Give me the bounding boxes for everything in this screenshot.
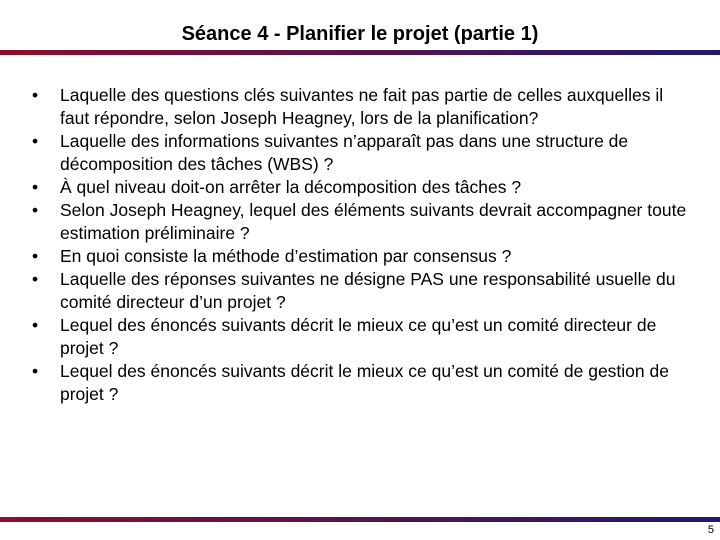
list-item-text: Selon Joseph Heagney, lequel des éléments suivants devrait accompagner toute estimation préliminaire ? (60, 200, 687, 243)
bullet-icon: • (32, 85, 39, 105)
list-item-text: Lequel des énoncés suivants décrit le mieux ce qu’est un comité de gestion de projet ? (60, 361, 669, 404)
list-item (32, 84, 692, 130)
list-item-text: À quel niveau doit-on arrêter la décomposition des tâches ? (60, 177, 522, 197)
list-item (32, 130, 692, 176)
question-list (32, 84, 692, 406)
list-item-text: Lequel des énoncés suivants décrit le mieux ce qu’est un comité directeur de projet ? (60, 315, 657, 358)
list-item-text: Laquelle des questions clés suivantes ne fait pas partie de celles auxquelles il faut répondre, selon Joseph Heagney, lors de la planification? (60, 85, 664, 128)
bullet-icon: • (32, 177, 39, 197)
bullet-icon: • (32, 315, 39, 335)
bullet-icon: • (32, 200, 39, 220)
list-item (32, 268, 692, 314)
list-item (32, 245, 692, 268)
list-item (32, 360, 692, 406)
footer-divider (0, 517, 720, 522)
bullet-icon: • (32, 361, 39, 381)
bullet-icon: • (32, 246, 39, 266)
list-item (32, 199, 692, 245)
bullet-icon: • (32, 269, 39, 289)
list-item (32, 314, 692, 360)
list-item-text: Laquelle des réponses suivantes ne désigne PAS une responsabilité usuelle du comité directeur d’un projet ? (60, 269, 676, 312)
page-number: 5 (707, 524, 714, 536)
list-item-text: Laquelle des informations suivantes n’apparaît pas dans une structure de décomposition des tâches (WBS) ? (60, 131, 629, 174)
title-divider (0, 50, 720, 55)
list-item-text: En quoi consiste la méthode d’estimation par consensus ? (60, 246, 512, 266)
bullet-icon: • (32, 131, 39, 151)
slide-title: Séance 4 - Planifier le projet (partie 1) (181, 23, 539, 45)
list-item (32, 176, 692, 199)
